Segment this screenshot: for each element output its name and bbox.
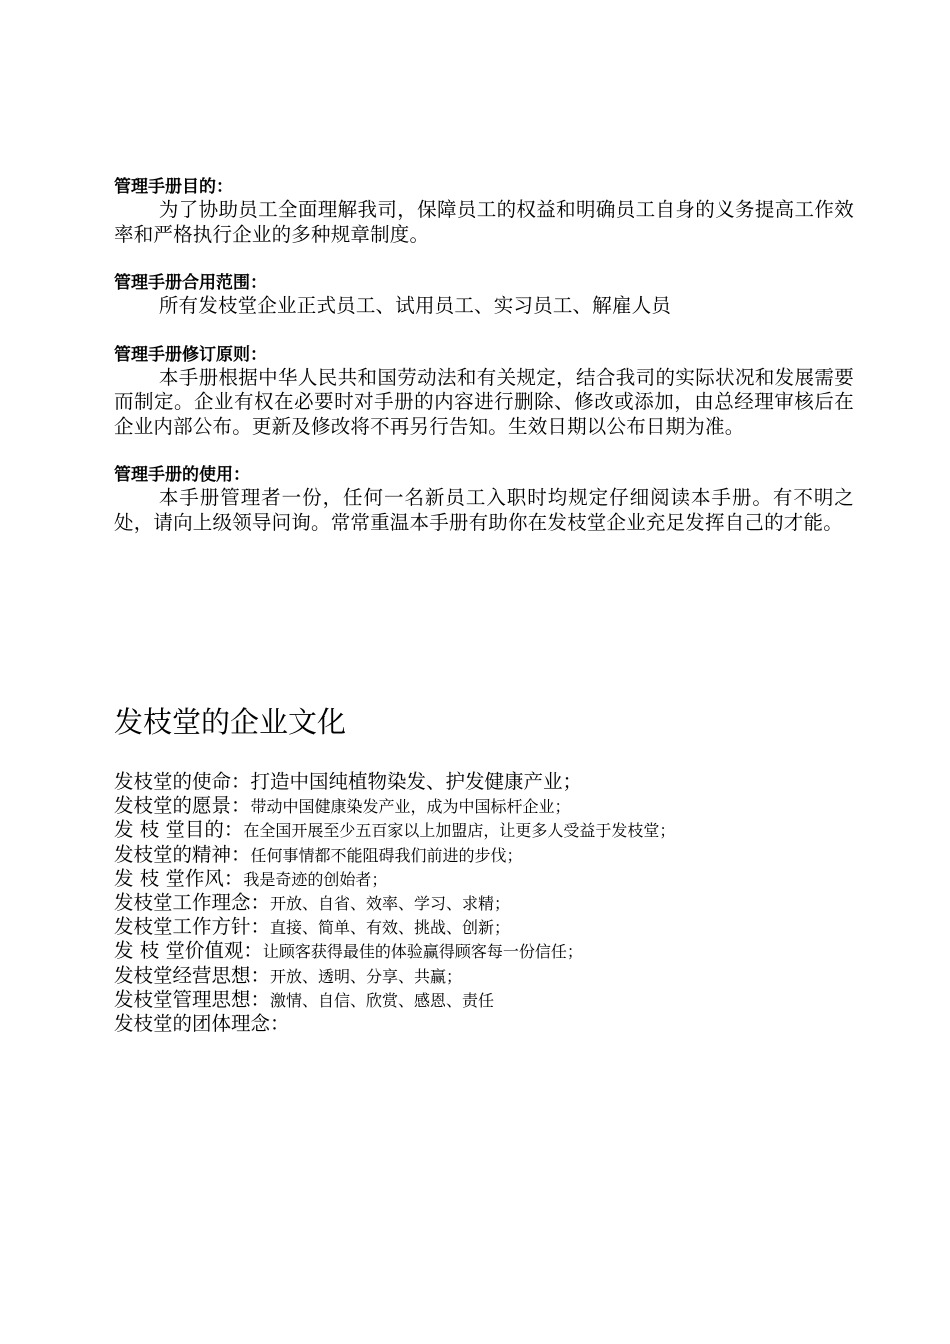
culture-item-label: 发枝堂经营思想： (114, 963, 271, 987)
culture-item-value: 让顾客获得最佳的体验赢得顾客每一份信任； (262, 942, 583, 962)
culture-item-work-policy (114, 915, 854, 939)
section-title: 管理手册的使用： (114, 465, 250, 485)
section-body: 本手册管理者一份，任何一名新员工入职时均规定仔细阅读本手册。有不明之处，请向上级领导问询。常常重温本手册有助你在发枝堂企业充足发挥自己的才能。 (114, 486, 854, 534)
culture-item-style (114, 867, 854, 891)
culture-item-label: 发枝堂的团体理念： (114, 1011, 290, 1035)
culture-item-label: 发枝堂的愿景： (114, 794, 251, 818)
culture-item-spirit (114, 843, 854, 867)
section-usage (114, 464, 854, 535)
handbook-intro (114, 176, 854, 560)
section-purpose (114, 176, 854, 247)
culture-item-vision (114, 794, 854, 818)
section-title: 管理手册修订原则： (114, 344, 267, 365)
section-body: 为了协助员工全面理解我司，保障员工的权益和明确员工自身的义务提高工作效率和严格执行企业的多种规章制度。 (114, 198, 854, 246)
culture-item-management-thought (114, 988, 854, 1012)
culture-item-label: 发枝堂的精神： (114, 842, 251, 866)
culture-item-value: 带动中国健康染发产业，成为中国标杆企业； (250, 797, 571, 817)
culture-item-label: 发 枝 堂目的： (114, 818, 244, 842)
culture-item-label: 发枝堂工作方针： (114, 915, 271, 939)
culture-item-work-philosophy (114, 891, 854, 915)
culture-item-value: 开放、自省、效率、学习、求精； (270, 893, 511, 913)
culture-item-label: 发 枝 堂作风： (114, 866, 244, 890)
section-body: 所有发枝堂企业正式员工、试用员工、实习员工、解雇人员 (158, 294, 672, 317)
section-body: 本手册根据中华人民共和国劳动法和有关规定，结合我司的实际状况和发展需要而制定。企业有权在必要时对手册的内容进行删除、修改或添加，由总经理审核后在企业内部公布。更新及修改将不再另行告知。生效日期以公布日期为准。 (114, 365, 854, 438)
culture-item-value: 开放、透明、分享、共赢； (270, 966, 463, 986)
culture-item-label: 发枝堂管理思想： (114, 987, 271, 1011)
culture-item-label: 发枝堂的使命： (114, 770, 251, 793)
culture-item-values (114, 939, 854, 963)
culture-list (114, 770, 854, 1036)
culture-item-business-thought (114, 964, 854, 988)
section-scope (114, 272, 854, 319)
culture-item-value: 在全国开展至少五百家以上加盟店，让更多人受益于发枝堂； (243, 821, 676, 841)
culture-item-value: 激情、自信、欣赏、感恩、责任 (270, 990, 495, 1010)
culture-item-value: 任何事情都不能阻碍我们前进的步伐； (250, 845, 523, 865)
culture-item-label: 发枝堂工作理念： (114, 890, 271, 914)
section-title: 管理手册目的： (114, 177, 233, 197)
culture-item-mission (114, 770, 854, 794)
culture-heading: 发枝堂的企业文化 (114, 705, 347, 739)
culture-item-team-philosophy (114, 1012, 854, 1036)
culture-item-label: 发 枝 堂价值观： (114, 939, 263, 963)
culture-item-goal (114, 818, 854, 842)
culture-item-value: 打造中国纯植物染发、护发健康产业； (250, 770, 583, 793)
culture-item-value: 我是奇迹的创始者； (243, 869, 388, 889)
culture-item-value: 直接、简单、有效、挑战、创新； (270, 918, 511, 938)
section-revision (114, 344, 854, 440)
section-title: 管理手册合用范围： (114, 273, 267, 293)
